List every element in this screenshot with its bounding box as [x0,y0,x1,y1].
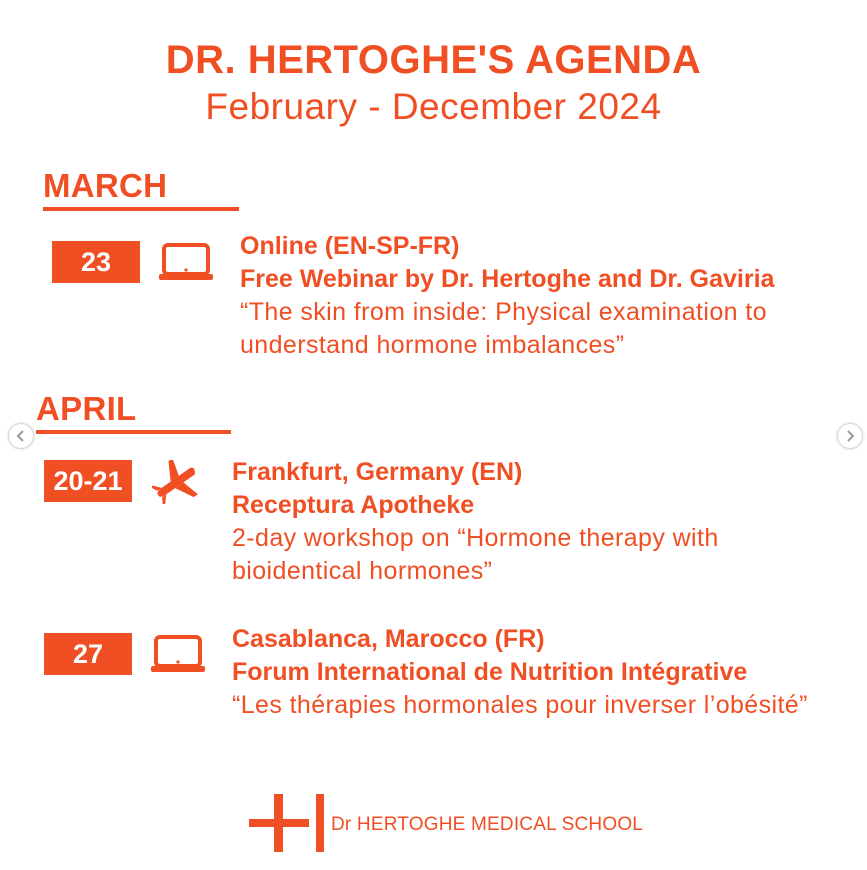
event-date-badge: 20-21 [44,460,132,502]
event-title: Receptura Apotheke [232,491,475,519]
airplane-icon [152,460,202,509]
carousel-prev-button[interactable] [8,423,34,449]
plus-bar-logo-icon [249,792,329,859]
school-logo-text: Dr HERTOGHE MEDICAL SCHOOL [331,814,644,835]
event-description: 2-day workshop on “Hormone therapy with bioidentical hormones” [232,524,719,585]
event-workshop [232,456,832,588]
carousel-next-button[interactable] [837,423,863,449]
event-description: “Les thérapies hormonales pour inverser l’obésité” [232,691,808,719]
event-location: Casablanca, Marocco (FR) [232,625,545,653]
laptop-icon [158,243,214,288]
event-title: Free Webinar by Dr. Hertoghe and Dr. Gaviria [240,265,775,293]
month-heading-april: APRIL [36,390,231,434]
page-subtitle: February - December 2024 [205,86,662,127]
page-title: DR. HERTOGHE'S AGENDA [165,38,702,82]
event-webinar [240,230,820,362]
chevron-right-icon [845,430,855,442]
event-location: Frankfurt, Germany (EN) [232,458,523,486]
event-date-badge: 27 [44,633,132,675]
month-heading-march: MARCH [43,167,239,211]
event-location: Online (EN-SP-FR) [240,232,460,260]
event-description: “The skin from inside: Physical examination to understand hormone imbalances” [240,298,767,359]
event-title: Forum International de Nutrition Intégrative [232,658,748,686]
event-forum [232,623,857,722]
chevron-left-icon [16,430,26,442]
event-date-badge: 23 [52,241,140,283]
laptop-icon [150,635,206,680]
